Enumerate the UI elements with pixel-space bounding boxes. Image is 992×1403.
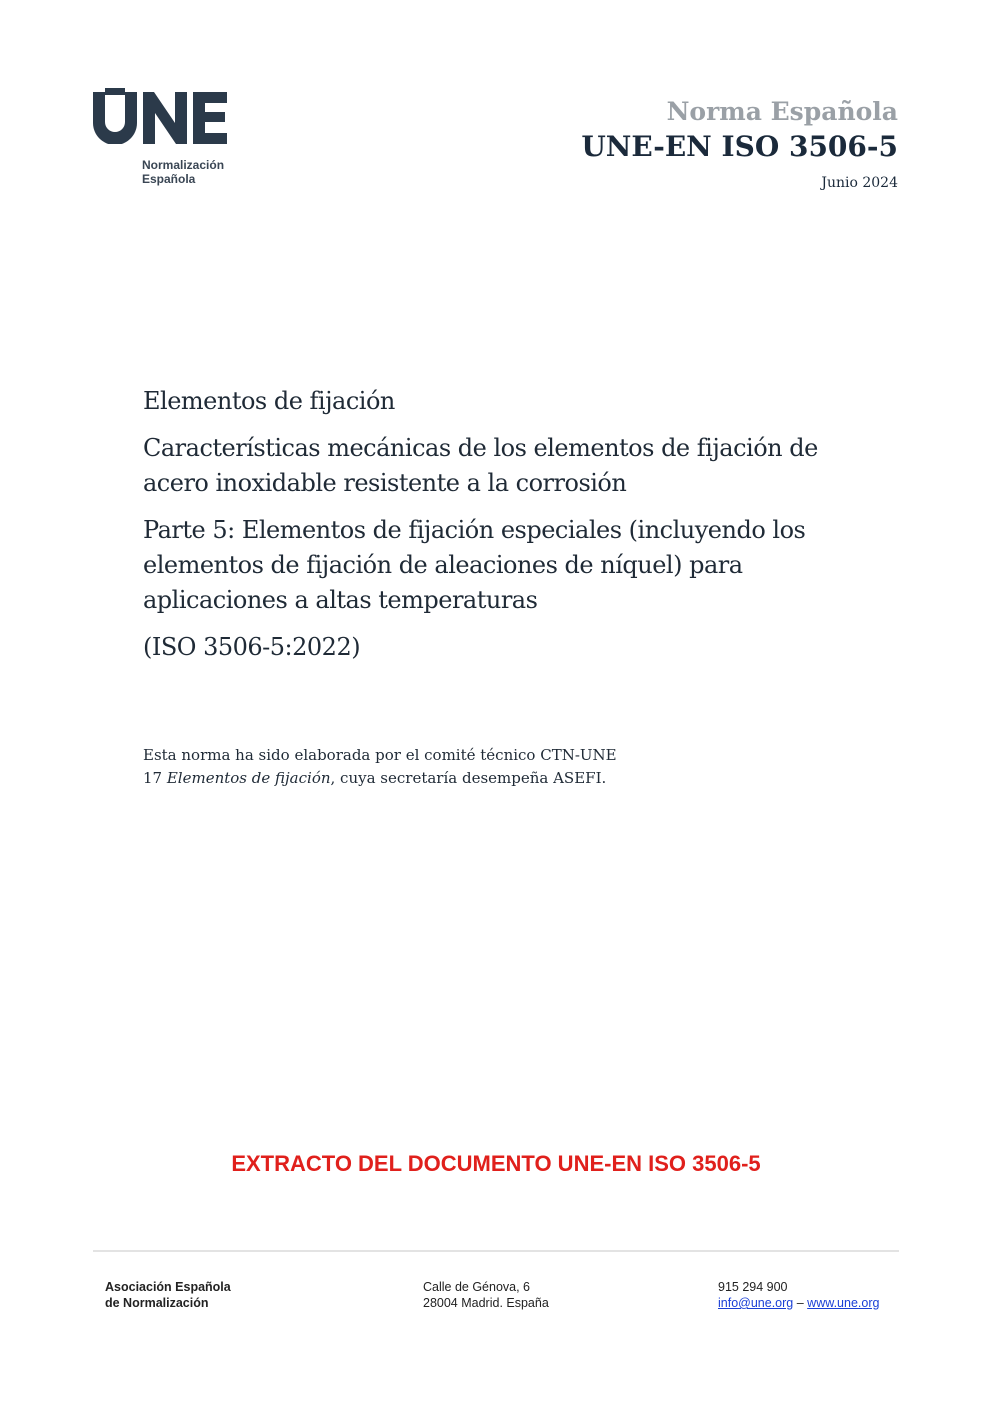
footer-org-line2: de Normalización bbox=[105, 1296, 209, 1310]
title-line-3: Parte 5: Elementos de fijación especiales (incluyendo los elementos de fijación de aleaciones de níquel) para aplicaciones a altas temperaturas bbox=[143, 516, 806, 614]
footer-address-line1: Calle de Génova, 6 bbox=[423, 1280, 531, 1294]
logo-subtitle-line2: Española bbox=[142, 172, 196, 186]
committee-text-part1: Esta norma ha sido elaborada por el comité técnico CTN-UNE 17 bbox=[143, 746, 617, 787]
footer-links bbox=[718, 1295, 879, 1311]
website-link[interactable]: www.une.org bbox=[807, 1296, 880, 1310]
extract-notice: EXTRACTO DEL DOCUMENTO UNE-EN ISO 3506-5 bbox=[231, 1151, 761, 1176]
standard-code: UNE-EN ISO 3506-5 bbox=[581, 130, 898, 163]
logo-subtitle bbox=[142, 158, 243, 186]
une-wordmark-icon bbox=[93, 88, 227, 144]
title-line-2: Características mecánicas de los elementos de fijación de acero inoxidable resistente a la corrosión bbox=[143, 434, 818, 497]
footer-phone: 915 294 900 bbox=[718, 1280, 788, 1294]
publication-date: Junio 2024 bbox=[821, 175, 898, 191]
title-line-1: Elementos de fijación bbox=[143, 387, 395, 415]
une-logo bbox=[93, 88, 243, 186]
email-link[interactable]: info@une.org bbox=[718, 1296, 794, 1310]
standard-header bbox=[581, 95, 898, 195]
committee-text-part2: , cuya secretaría desempeña ASEFI. bbox=[330, 769, 607, 787]
document-title bbox=[143, 384, 883, 677]
footer-organization bbox=[105, 1279, 231, 1311]
footer-contact bbox=[718, 1279, 879, 1311]
footer-address-line2: 28004 Madrid. España bbox=[423, 1296, 549, 1310]
logo-subtitle-line1: Normalización bbox=[142, 158, 225, 172]
title-line-4: (ISO 3506-5:2022) bbox=[143, 633, 361, 661]
committee-name: Elementos de fijación bbox=[166, 769, 331, 787]
committee-statement bbox=[143, 744, 623, 790]
footer-address bbox=[423, 1279, 549, 1311]
footer-org-line1: Asociación Española bbox=[105, 1280, 231, 1294]
footer-divider bbox=[93, 1250, 899, 1252]
footer-link-separator: – bbox=[796, 1296, 804, 1310]
standard-kind: Norma Española bbox=[666, 97, 898, 126]
